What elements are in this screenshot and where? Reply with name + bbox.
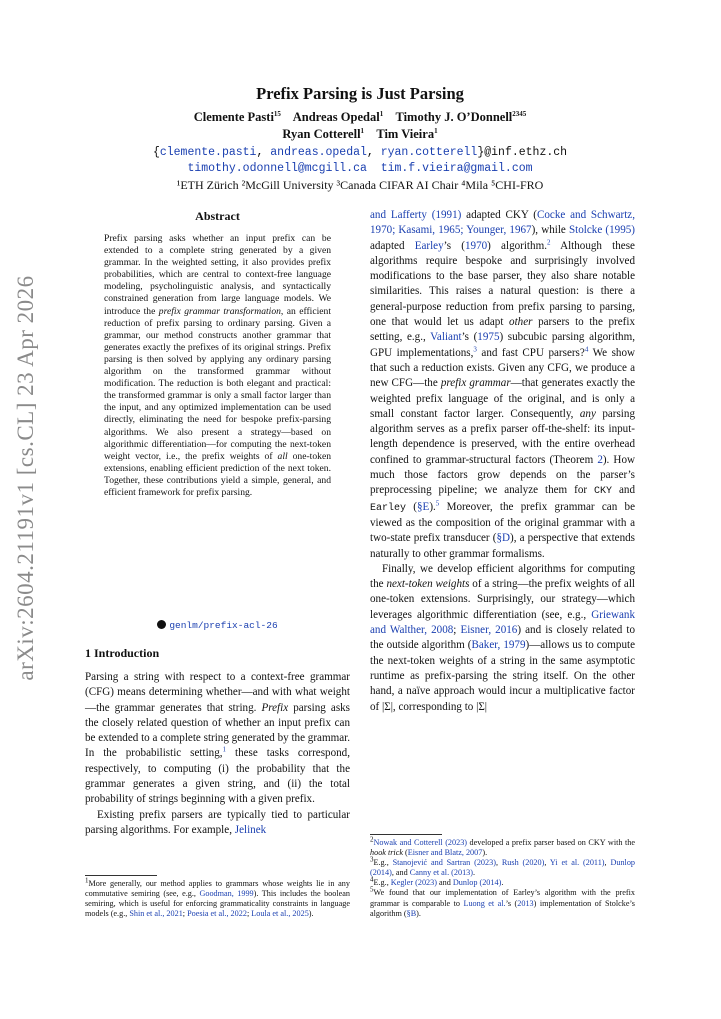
section-link[interactable]: §B bbox=[406, 908, 417, 918]
email-link[interactable]: ryan.cotterell bbox=[380, 146, 478, 159]
email-link[interactable]: timothy.odonnell@mcgill.ca bbox=[187, 162, 367, 175]
text: ). bbox=[482, 848, 488, 858]
text: ( bbox=[406, 500, 417, 513]
citation-link[interactable]: Nowak and Cotterell (2023) bbox=[373, 838, 468, 847]
footnote-number: 5 bbox=[370, 885, 374, 894]
email-domain: }@inf.ethz.ch bbox=[477, 146, 568, 159]
text: , bbox=[544, 858, 550, 868]
abstract-text: Prefix parsing asks whether an input prefix can be extended to a complete string generated by a given grammar. In the weighted setting, it also provides prefix probabilities, which are central to context-free language modeling, psycholinguistic analysis, and syntactically constrained generation from large language models. We introduce the bbox=[104, 233, 331, 317]
paper-title: Prefix Parsing is Just Parsing bbox=[256, 84, 464, 103]
footnote-rule bbox=[370, 834, 442, 835]
citation-link[interactable]: Stolcke (1995) bbox=[569, 224, 635, 237]
citation-link[interactable]: Loula et al., 2025 bbox=[251, 909, 309, 919]
footnote bbox=[370, 875, 635, 888]
citation-link[interactable]: Valiant bbox=[430, 331, 462, 344]
citation-link[interactable]: Eisner, 2016 bbox=[460, 624, 518, 637]
text: ) algorithm. bbox=[487, 239, 547, 252]
text: E.g., bbox=[373, 878, 391, 888]
text: Existing prefix parsers are typically tied to particular parsing algorithms. For example, bbox=[85, 808, 350, 836]
affil-marker: 15 bbox=[273, 109, 281, 118]
affil-marker: 2345 bbox=[512, 109, 527, 118]
intro-left-column bbox=[85, 670, 350, 838]
text: parsing algorithm serves as a prefix parser off-the-shelf: its input-length dependence is preserved, with the entire overhead confined to grammar-structural factors (Theorem bbox=[370, 407, 635, 466]
paragraph bbox=[370, 208, 635, 562]
text: ). How much those factors grow depends on the parser’s preprocessing pipeline; we analyze them for bbox=[370, 453, 636, 497]
affiliations: ¹ETH Zürich ²McGill University ³Canada CIFAR AI Chair ⁴Mila ⁵CHI-FRO bbox=[176, 178, 544, 192]
text: ; bbox=[246, 909, 252, 919]
citation-link[interactable]: 1970 bbox=[464, 239, 488, 252]
paragraph bbox=[85, 808, 350, 839]
text: , and bbox=[391, 868, 410, 878]
paragraph bbox=[370, 562, 635, 715]
section-link[interactable]: §E bbox=[417, 500, 430, 513]
text: adapted bbox=[370, 239, 415, 252]
text: and bbox=[612, 484, 635, 497]
email-line-2 bbox=[60, 162, 660, 175]
footnote-number: 3 bbox=[370, 855, 374, 864]
text: and fast CPU parsers? bbox=[476, 346, 585, 359]
author-name: Andreas Opedal bbox=[292, 110, 380, 124]
footnote-ref[interactable]: 5 bbox=[435, 498, 440, 507]
text: ; bbox=[453, 624, 461, 637]
abstract-emphasis: all bbox=[277, 450, 288, 462]
citation-link[interactable]: Griewank and Walther, 2008 bbox=[370, 608, 635, 637]
text: ’s ( bbox=[505, 898, 518, 908]
text: parsing asks the closely related question of whether an input prefix can be extended to a complete string generated by the grammar. In the probabilistic setting, bbox=[85, 701, 350, 760]
citation-link[interactable]: Canny et al. (2013) bbox=[409, 868, 474, 878]
email-brace: { bbox=[152, 146, 160, 159]
text: ). bbox=[416, 908, 421, 918]
citation-link[interactable]: Rush (2020) bbox=[501, 858, 545, 868]
emphasis: Prefix bbox=[261, 701, 289, 714]
citation-link[interactable]: Yi et al. (2011) bbox=[549, 858, 605, 868]
text: ). This includes the boolean semiring, which is useful for enforcing grammaticality constraints in language models (e.g., bbox=[85, 889, 350, 919]
text: More generally, our method applies to grammars whose weights lie in any commutative semiring (see, e.g., bbox=[85, 879, 350, 899]
emphasis: prefix grammar bbox=[440, 377, 511, 390]
affil-marker: 1 bbox=[379, 109, 384, 118]
footnote bbox=[370, 835, 635, 858]
text: We show that such a reduction exists. Given any CFG, we produce a new CFG—the bbox=[370, 346, 636, 390]
citation-link[interactable]: Dunlop (2014) bbox=[452, 878, 502, 888]
text: ). bbox=[429, 500, 436, 513]
footnotes-left bbox=[85, 876, 350, 919]
text: , bbox=[604, 858, 611, 868]
citation-link[interactable]: and Lafferty (1991) bbox=[370, 209, 462, 221]
text: and bbox=[436, 878, 453, 888]
algorithm-name: CKY bbox=[594, 486, 613, 498]
text: . bbox=[501, 878, 504, 888]
text: ) and is closely related to the outside algorithm ( bbox=[370, 624, 635, 652]
text: Parsing a string with respect to a context-free grammar (CFG) means determining whether—and with what weight—the grammar generates that string. bbox=[85, 671, 350, 714]
arxiv-stamp bbox=[6, 270, 46, 690]
text: ) subcubic parsing algorithm, GPU implementations, bbox=[370, 331, 635, 359]
text: Moreover, the prefix grammar can be viewed as the composition of the original grammar with a two-state prefix transducer ( bbox=[370, 500, 635, 545]
text: ( bbox=[402, 848, 408, 858]
text: ). bbox=[308, 909, 314, 919]
section-heading: 1 Introduction bbox=[85, 646, 160, 660]
affil-marker: 1 bbox=[360, 126, 365, 135]
footnote bbox=[370, 855, 635, 878]
text: ) implementation of Stolcke’s algorithm ( bbox=[370, 898, 635, 918]
github-icon bbox=[157, 620, 166, 629]
citation-link[interactable]: Cocke and Schwartz, 1970; Kasami, 1965; Younger, 1967 bbox=[370, 209, 635, 237]
emphasis: other bbox=[509, 316, 533, 329]
email-line-1: {clemente.pasti, andreas.opedal, ryan.cotterell}@inf.ethz.ch bbox=[152, 146, 568, 159]
paragraph bbox=[85, 670, 350, 808]
repo-link[interactable] bbox=[85, 620, 350, 631]
footnote-ref[interactable]: 2 bbox=[546, 237, 551, 246]
author-name: Tim Vieira bbox=[376, 127, 435, 141]
section-link[interactable]: §D bbox=[496, 532, 511, 545]
text: Although these algorithms require bespoke and surprisingly involved modifications to the base parser, they also share notable similarities. This raises a natural question: is there a general-purpose reduction from prefix parsing to parsing, one that would let us adapt bbox=[370, 239, 635, 329]
text: of a string—the prefix weights of all one-token extensions. Surprisingly, our strategy—which leverages algorithmic differentiation (see, e.g., bbox=[370, 578, 635, 621]
text: We found that our implementation of Earley’s algorithm with the prefix grammar is comparable to bbox=[370, 888, 635, 908]
citation-link[interactable]: Stanojević and Sartran (2023) bbox=[392, 858, 496, 868]
citation-link[interactable]: Shin et al., 2021 bbox=[129, 909, 183, 919]
citation-link[interactable]: Poesia et al., 2022 bbox=[187, 909, 247, 919]
affil-marker: 1 bbox=[434, 126, 438, 135]
footnote-ref[interactable]: 1 bbox=[222, 745, 227, 754]
emphasis: next-token weights bbox=[386, 578, 470, 591]
author-name: Ryan Cotterell bbox=[282, 127, 361, 141]
citation-link[interactable]: Baker, 1979 bbox=[471, 639, 526, 652]
text: developed a prefix parser based on CKY with the bbox=[467, 838, 635, 847]
citation-link[interactable]: Luong et al. bbox=[463, 898, 506, 908]
text: . bbox=[473, 868, 476, 878]
text: parsers to the prefix setting, e.g., bbox=[370, 316, 635, 344]
text: ), while bbox=[531, 224, 569, 237]
abstract-heading: Abstract bbox=[195, 209, 240, 223]
emphasis: any bbox=[579, 407, 596, 420]
email-link[interactable]: clemente.pasti bbox=[159, 146, 257, 159]
footnote-number: 2 bbox=[370, 835, 374, 844]
text: , bbox=[495, 858, 502, 868]
citation-link[interactable]: Eisner and Blatz, 2007 bbox=[407, 848, 483, 858]
email-link[interactable]: tim.f.vieira@gmail.com bbox=[380, 162, 533, 175]
author-name: Timothy J. O’Donnell bbox=[395, 110, 513, 124]
citation-link[interactable]: Kegler (2023) bbox=[390, 878, 437, 888]
citation-link[interactable]: Goodman, 1999 bbox=[199, 889, 254, 899]
text: ), a perspective that extends naturally to other grammar formalisms. bbox=[370, 532, 635, 560]
abstract-text: one-token extensions, enabling efficient prediction of the next token. Together, these contributions yield a simple, general, and efficient framework for prefix parsing. bbox=[104, 450, 331, 498]
text: ’s ( bbox=[461, 331, 478, 344]
footnote-ref[interactable]: 3 bbox=[473, 344, 477, 353]
citation-link[interactable]: Jelinek bbox=[234, 823, 267, 836]
footnote-number: 4 bbox=[370, 875, 374, 884]
footnote bbox=[370, 885, 635, 918]
citation-link[interactable]: Dunlop (2014) bbox=[370, 858, 635, 878]
abstract-text: , an efficient reduction of prefix parsing to ordinary parsing. Given a grammar, our method constructs another grammar that generates exactly the prefixes of its original strings. Prefix parsing is then solved by applying any ordinary parsing algorithm on the transformed grammar without modification. The reduction is both elegant and practical: the transformed grammar is only a small factor larger than the input, and any optimized implementation can be used directly, eliminating the need for bespoke prefix-parsing algorithms. We also present a strategy—based on algorithmic differentiation—for computing the next-token weight vector, i.e., the prefix weights of bbox=[104, 305, 331, 462]
emphasis: hook trick bbox=[370, 848, 403, 858]
footnotes-right bbox=[370, 835, 635, 919]
author-name: Clemente Pasti bbox=[193, 110, 274, 124]
citation-link[interactable]: Earley bbox=[414, 239, 444, 252]
arxiv-stamp-text: arXiv:2604.21191v1 [cs.CL] 23 Apr 2026 bbox=[13, 275, 38, 681]
text: Finally, we develop efficient algorithms for computing the bbox=[370, 562, 635, 591]
text: E.g., bbox=[373, 858, 393, 868]
abstract-body bbox=[104, 233, 331, 499]
text: these tasks correspond, respectively, to computing (i) the probability that the grammar generates a given string, and (ii) the total probability of strings beginning with a given prefix. bbox=[85, 747, 350, 806]
footnote-number: 1 bbox=[85, 876, 89, 885]
citation-link[interactable]: 2013 bbox=[517, 898, 534, 908]
intro-right-column bbox=[370, 208, 635, 715]
citation-link[interactable]: 1975 bbox=[477, 331, 500, 344]
text: ; bbox=[182, 909, 188, 919]
text: —that generates exactly the weighted prefix language of the original, and is only a small constant factor larger. Consequently, bbox=[370, 377, 636, 420]
algorithm-name: Earley bbox=[370, 502, 407, 514]
abstract-emphasis: prefix grammar transformation bbox=[158, 305, 281, 317]
author-line-2 bbox=[60, 127, 660, 142]
repo-link-text[interactable]: genlm/prefix-acl-26 bbox=[169, 620, 278, 631]
theorem-link[interactable]: 2 bbox=[597, 453, 603, 466]
text: ’s ( bbox=[443, 239, 465, 252]
text: )—allows us to compute the next-token weights of a string in the same asymptotic runtime as prefix-parsing the string itself. On the other hand, a naïve approach would incur a multiplicative factor of |Σ|, corresponding to |Σ| bbox=[370, 639, 636, 713]
email-link[interactable]: andreas.opedal bbox=[270, 146, 367, 159]
author-line-1 bbox=[60, 110, 660, 125]
footnote-rule bbox=[85, 875, 157, 876]
footnote-ref[interactable]: 4 bbox=[584, 344, 589, 353]
text: adapted CKY ( bbox=[461, 209, 537, 221]
